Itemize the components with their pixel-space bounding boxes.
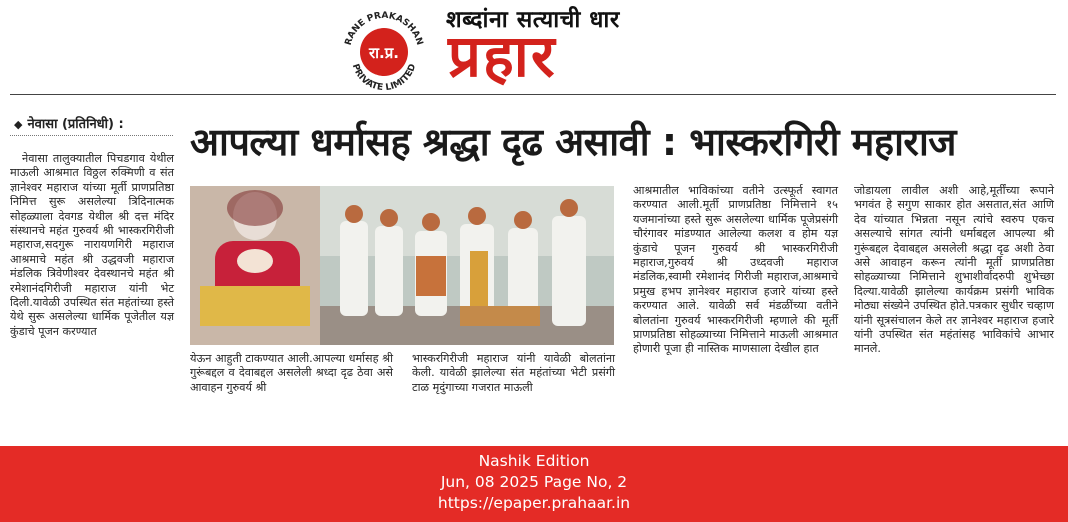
publisher-logo: [340, 8, 428, 96]
footer-date-page: Jun, 08 2025 Page No, 2: [440, 473, 628, 491]
diamond-bullet-icon: ◆: [14, 118, 23, 131]
dateline-divider: [10, 135, 173, 136]
svg-text:रा.प्र.: रा.प्र.: [369, 44, 399, 62]
masthead-brand-title: प्रहार: [448, 22, 557, 90]
footer-url-link[interactable]: https://epaper.prahaar.in: [437, 494, 631, 512]
article-column-4: आश्रमातील भाविकांच्या वतीने उत्स्फूर्त स्वागत करण्यात आली.मूर्ती प्राणप्रतिष्ठा निमित्ताने १५ यजमानांच्या हस्ते सुरू असलेल्या धार्मिक पूजेप्रसंगी चौरंगावर मांडण्यात आलेल्या कलश व होम यज्ञ कुंडाचे पूजन गुरुवर्य श्री भास्करगिरीजी महाराज,गुरुवर्य श्री उध्दवजी महाराज मंडलिक,स्वामी रमेशानंद गिरीजी महाराज,आश्रमाचे प्रमुख हभप ज्ञानेश्वर महाराज हजारे यांच्या हस्ते करण्यात आले. यावेळी सर्व मंडळींच्या वतीने बोलतांना गुरुवर्य भास्करगिरीजी म्हणाले की मूर्ती प्राणप्रतिष्ठा सोहळ्याच्या निमित्ताने माऊली आश्रमात होणारी पूजा ही नास्तिक माणसाला देखील हात: [633, 184, 838, 356]
article-headline: आपल्या धर्मासह श्रद्धा दृढ असावी : भास्करगिरी महाराज: [190, 120, 956, 164]
article-column-3: भास्करगिरीजी महाराज यांनी यावेळी बोलतांना केली. यावेळी झालेल्या संत महंतांच्या भेटी प्रसंगी टाळ मृदुंगाच्या गजरात माऊली: [412, 352, 615, 394]
svg-text:RANE PRAKASHAN: RANE PRAKASHAN: [343, 10, 425, 47]
dateline-text: नेवासा (प्रतिनिधी) :: [27, 117, 124, 132]
edition-footer: [0, 446, 1068, 522]
article-column-5: जोडायला लावील अशी आहे,मूर्तींच्या रूपाने भगवंत हे सगुण साकार होत असतात,संत आणि देव यांच्यात भिन्नता नसून त्यांचे स्वरुप एकच असल्याचे सांगत त्यांनी धर्माबद्दल आपल्या श्री गुरूंबद्दल देवाबद्दल असलेली श्रद्धा दृढ अशी ठेवा असे आवाहन करून त्यांनी मूर्ती प्राणप्रतिष्ठा सोहळ्याच्या निमित्ताने शुभाशीर्वादरुपी शुभेच्छा दिल्या.यावेळी झालेल्या कार्यक्रम प्रसंगी भाविक मोठ्या संख्येने उपस्थित होते.पत्रकार सुधीर चव्हाण यांनी सूत्रसंचालन केले तर ज्ञानेश्वर महाराज हजारे यांनी उपस्थित संत महंतांसह भाविकांचे आभार मानले.: [854, 184, 1054, 356]
masthead-divider: [10, 94, 1056, 95]
photo-illustration: [190, 186, 614, 345]
article-column-1: नेवासा तालुक्यातील पिचडगाव येथील माऊली आश्रमात विठ्ठल रुक्मिणी व संत ज्ञानेश्वर महाराज यांच्या मूर्ती प्राणप्रतिष्ठा निमित्त सुरू असलेल्या त्रिदिनात्मक सोहळ्याला देवगड येथील श्री दत्त मंदिर संस्थानचे महंत गुरुवर्य श्री भास्करगिरीजी महाराज,सदगुरू नारायणगिरी महाराज आश्रमाचे महंत श्री उद्धवजी महाराज मंडलिक त्रिवेणीश्वर देवस्थानचे महंत श्री रमेशानंदगिरीजी महाराज यांनी भेट दिली.यावेळी उपस्थित संत महंतांच्या हस्ते येथे सुरू असलेल्या धार्मिक पूजेतील यज्ञ कुंडाचे पूजन करण्यात: [10, 152, 174, 338]
article-column-2: येऊन आहुती टाकण्यात आली.आपल्या धर्मासह श्री गुरूंबद्दल व देवाबद्दल असलेली श्रध्दा दृढ ठेवा असे आवाहन गुरुवर्य श्री: [190, 352, 393, 394]
masthead: [0, 0, 1068, 96]
article-dateline: [14, 114, 124, 132]
masthead-tagline: शब्दांना सत्याची धार: [446, 7, 620, 33]
svg-text:PRIVATE LIMITED: PRIVATE LIMITED: [349, 62, 419, 94]
article-photo: [190, 186, 614, 345]
footer-edition: Nashik Edition: [478, 452, 590, 470]
